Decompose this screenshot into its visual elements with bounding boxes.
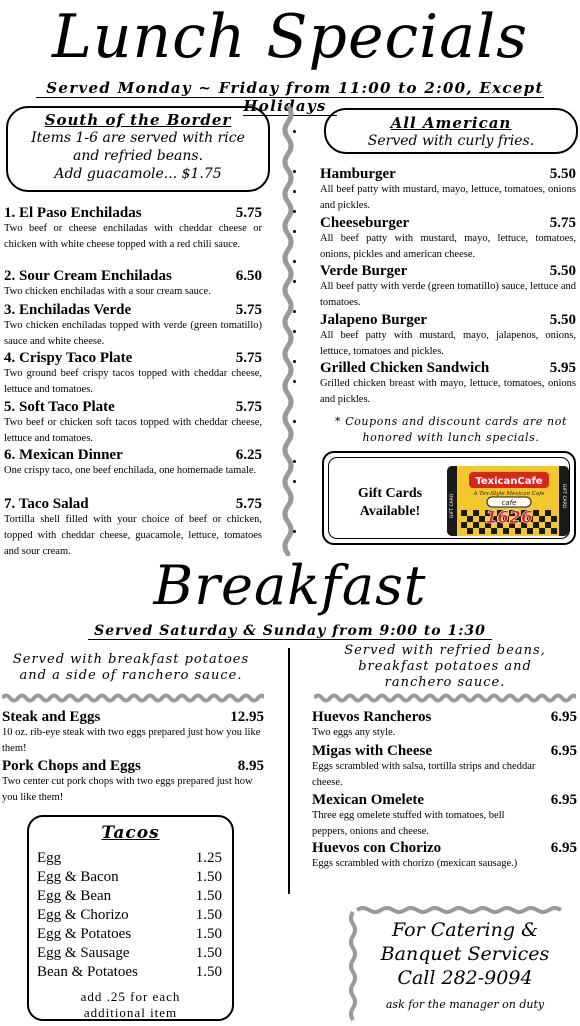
taco-price: 1.50: [195, 926, 222, 942]
item-price: 5.50: [549, 263, 576, 279]
taco-price: 1.50: [195, 907, 222, 923]
south-of-border-title: South of the Border: [44, 111, 232, 129]
item-name: 2. Sour Cream Enchiladas: [4, 268, 172, 284]
item-description: Two chicken enchiladas with a sour cream sauce.: [4, 286, 211, 297]
gift-card-tagline: A Tex-Style Mexican Cafe: [473, 491, 545, 497]
gift-card-brand: TexicanCafe: [475, 476, 543, 487]
item-price: 8.95: [237, 758, 264, 774]
item-name: Migas with Cheese: [312, 743, 432, 759]
breakfast-hours: [0, 623, 580, 639]
item-name: Steak and Eggs: [2, 709, 101, 725]
item-price: 6.95: [550, 840, 577, 856]
breakfast-left-note: [0, 652, 262, 684]
taco-price: 1.50: [195, 964, 222, 980]
taco-row: [29, 906, 232, 925]
item-description: All beef patty with mustard, mayo, lettuce, tomatoes, onions, pickles and american cheese.: [320, 233, 576, 260]
taco-row: [29, 887, 232, 906]
menu-item: [4, 302, 262, 350]
item-description: Two beef or cheese enchiladas with cheddar cheese or chicken with white cheese topped with a red chili sauce.: [4, 223, 262, 250]
taco-price: 1.50: [195, 888, 222, 904]
item-price: 5.75: [235, 302, 262, 318]
taco-name: Egg & Chorizo: [37, 907, 129, 923]
taco-name: Egg & Bean: [37, 888, 112, 904]
item-description: Three egg omelete stuffed with tomatoes, bell peppers, onions and cheese.: [312, 810, 505, 837]
all-american-title: All American: [390, 114, 512, 132]
item-description: Two ground beef crispy tacos topped with cheddar cheese, lettuce and tomatoes.: [4, 368, 262, 395]
menu-item: [320, 263, 576, 311]
item-description: One crispy taco, one beef enchilada, one homemade tamale.: [4, 465, 257, 476]
note-line: breakfast potatoes and: [358, 659, 532, 674]
item-description: Two eggs any style.: [312, 727, 396, 738]
item-name: Huevos con Chorizo: [312, 840, 442, 856]
item-name: Cheeseburger: [320, 215, 410, 231]
south-note-line: and refried beans.: [72, 148, 204, 164]
menu-item: [320, 360, 576, 408]
item-price: 5.75: [235, 399, 262, 415]
gift-card-promo: [322, 451, 576, 545]
tacos-box: [27, 815, 234, 1021]
item-name: Hamburger: [320, 166, 396, 182]
item-description: Two chicken enchiladas topped with verde (green tomatillo) sauce and white cheese.: [4, 320, 262, 347]
item-name: Mexican Omelete: [312, 792, 425, 808]
gift-card-text: [339, 485, 441, 521]
taco-name: Bean & Potatoes: [37, 964, 138, 980]
taco-row: [29, 944, 232, 963]
item-price: 12.95: [230, 709, 264, 725]
menu-item: [4, 350, 262, 398]
gift-card-line: Available!: [359, 504, 421, 519]
item-description: All beef patty with mustard, mayo, lettuce, tomatoes, onions and pickles.: [320, 184, 576, 211]
wavy-rule-right: [314, 693, 576, 703]
all-american-note: Served with curly fries.: [367, 133, 535, 149]
menu-item: [2, 709, 264, 757]
gift-card-side-left: GIFT CARD: [450, 493, 455, 518]
menu-item: [320, 312, 576, 360]
item-description: Two center cut pork chops with two eggs prepared just how you like them!: [2, 776, 253, 803]
item-name: 6. Mexican Dinner: [4, 447, 123, 463]
catering-line: Banquet Services: [380, 943, 550, 965]
menu-item: [4, 496, 262, 560]
coupon-note-line: honored with lunch specials.: [362, 431, 540, 444]
item-price: 6.95: [550, 709, 577, 725]
item-price: 5.75: [235, 205, 262, 221]
catering-promo: [343, 904, 573, 1024]
catering-manager-note: ask for the manager on duty: [385, 998, 545, 1011]
menu-item: [4, 447, 262, 479]
item-name: 1. El Paso Enchiladas: [4, 205, 142, 221]
item-price: 5.75: [235, 496, 262, 512]
tacos-list: [29, 849, 232, 982]
menu-item: [312, 709, 577, 741]
wavy-rule-left: [2, 693, 264, 703]
item-name: 5. Soft Taco Plate: [4, 399, 115, 415]
page-title: Lunch Specials: [51, 2, 528, 72]
tacos-note: [29, 989, 232, 1021]
item-price: 5.50: [549, 312, 576, 328]
note-line: Served with breakfast potatoes: [12, 652, 250, 667]
taco-row: [29, 868, 232, 887]
menu-item: [320, 215, 576, 263]
gift-card-image: [447, 466, 569, 536]
taco-price: 1.25: [195, 850, 222, 866]
item-description: Tortilla shell filled with your choice of beef or chicken, topped with cheddar cheese, guacamole, lettuce, tomatoes and sour cream.: [4, 514, 262, 557]
item-description: Two beef or chicken soft tacos topped with cheddar cheese, lettuce and tomatoes.: [4, 417, 262, 444]
taco-price: 1.50: [195, 945, 222, 961]
menu-item: [320, 166, 576, 214]
item-price: 5.75: [549, 215, 576, 231]
item-name: Verde Burger: [320, 263, 408, 279]
tacos-title: Tacos: [101, 823, 160, 843]
item-price: 6.95: [550, 792, 577, 808]
item-name: Grilled Chicken Sandwich: [320, 360, 490, 376]
taco-price: 1.50: [195, 869, 222, 885]
item-price: 5.95: [549, 360, 576, 376]
item-description: All beef patty with mustard, mayo, jalapenos, onions, lettuce, tomatoes and pickles.: [320, 330, 576, 357]
lunch-hours-text: Served Monday ~ Friday from 11:00 to 2:00, Except Holidays: [36, 79, 543, 116]
tacos-note-line: add .25 for each: [80, 989, 181, 1004]
tacos-note-line: additional item: [83, 1005, 178, 1020]
note-line: ranchero sauce.: [384, 675, 506, 690]
item-name: Jalapeno Burger: [320, 312, 428, 328]
south-note-line: Add guacamole... $1.75: [54, 166, 222, 182]
south-note-line: Items 1-6 are served with rice: [31, 130, 245, 146]
item-description: Eggs scrambled with chorizo (mexican sausage.): [312, 858, 518, 869]
gift-card-side-right: GIFT CARD: [561, 484, 566, 509]
taco-name: Egg & Sausage: [37, 945, 130, 961]
item-name: Pork Chops and Eggs: [2, 758, 141, 774]
taco-row: [29, 963, 232, 982]
taco-row: [29, 849, 232, 868]
menu-item: [312, 743, 577, 791]
taco-name: Egg & Potatoes: [37, 926, 132, 942]
catering-line: For Catering &: [392, 919, 538, 941]
menu-item: [4, 399, 262, 447]
all-american-box: [324, 108, 578, 154]
item-price: 5.75: [235, 350, 262, 366]
item-description: Eggs scrambled with salsa, tortilla strips and cheddar cheese.: [312, 761, 536, 788]
menu-item: [312, 840, 577, 872]
breakfast-right-note: [312, 643, 578, 691]
menu-item: [4, 205, 262, 253]
catering-text: [365, 918, 565, 990]
gift-card-line: Gift Cards: [357, 486, 423, 501]
gift-card-cafe: cafe: [501, 499, 517, 507]
menu-item: [312, 792, 577, 840]
item-name: 7. Taco Salad: [4, 496, 89, 512]
item-description: All beef patty with verde (green tomatillo) sauce, lettuce and tomatoes.: [320, 281, 576, 308]
gift-card-number: 1626: [485, 508, 533, 528]
taco-row: [29, 925, 232, 944]
item-description: 10 oz. rib-eye steak with two eggs prepared just how you like them!: [2, 727, 261, 754]
item-price: 5.50: [549, 166, 576, 182]
item-name: 4. Crispy Taco Plate: [4, 350, 133, 366]
item-name: 3. Enchiladas Verde: [4, 302, 132, 318]
coupon-note-line: * Coupons and discount cards are not: [335, 415, 567, 428]
menu-item: [2, 758, 264, 806]
breakfast-title: Breakfast: [153, 554, 427, 617]
item-price: 6.50: [235, 268, 262, 284]
breakfast-divider: [288, 648, 290, 894]
gift-card-graphic: [447, 466, 569, 536]
taco-name: Egg & Bacon: [37, 869, 119, 885]
taco-name: Egg: [37, 850, 62, 866]
breakfast-hours-text: Served Saturday & Sunday from 9:00 to 1:30: [88, 623, 492, 640]
item-price: 6.25: [235, 447, 262, 463]
item-price: 6.95: [550, 743, 577, 759]
item-description: Grilled chicken breast with mayo, lettuce, tomatoes, onions and pickles.: [320, 378, 576, 405]
note-line: and a side of ranchero sauce.: [19, 668, 243, 683]
item-name: Huevos Rancheros: [312, 709, 432, 725]
south-of-border-box: [6, 106, 270, 192]
menu-item: [4, 268, 262, 300]
catering-phone: Call 282-9094: [397, 967, 533, 989]
gift-card-promo-inner: [328, 457, 570, 539]
bullet-column: [293, 130, 299, 550]
note-line: Served with refried beans,: [344, 643, 546, 658]
coupon-note: [320, 414, 580, 446]
